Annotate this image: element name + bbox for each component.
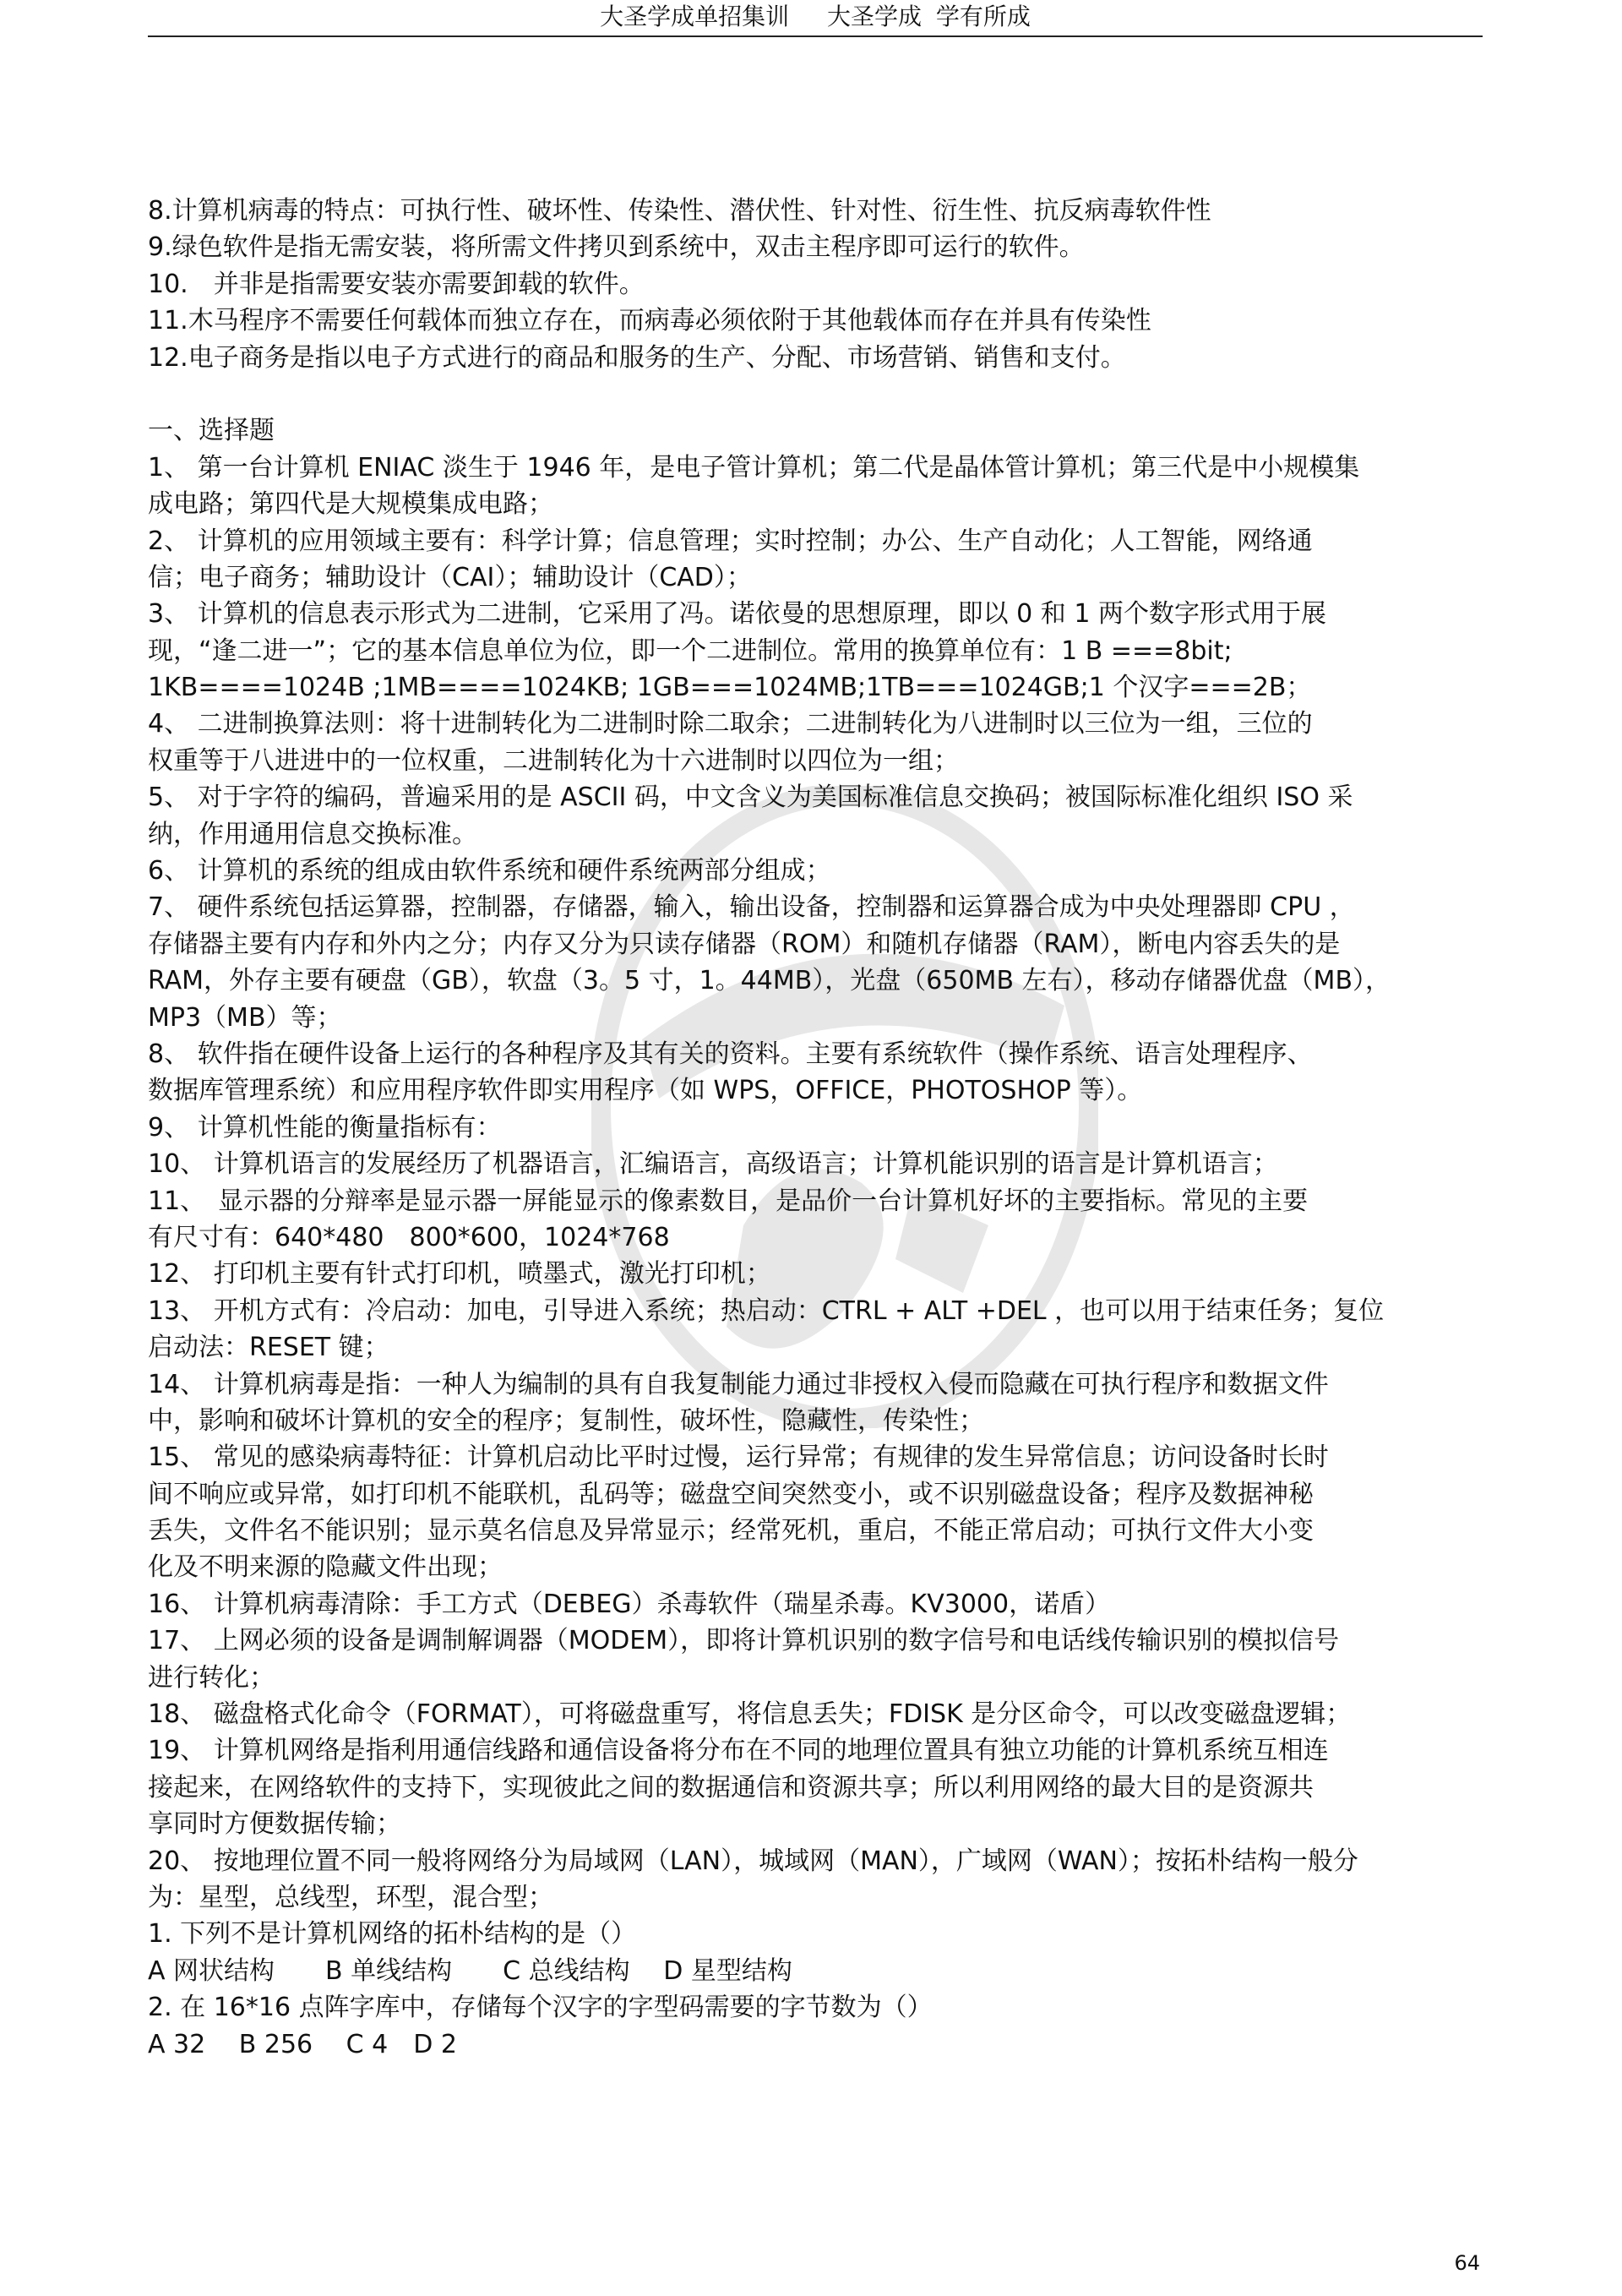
text-line: 接起来，在网络软件的支持下，实现彼此之间的数据通信和资源共享；所以利用网络的最大目的是资源共 [148,1772,1314,1802]
text-line: 8.计算机病毒的特点：可执行性、破坏性、传染性、潜伏性、针对性、衍生性、抗反病毒软件性 [148,196,1211,226]
text-line: A 32 B 256 C 4 D 2 [148,2029,457,2059]
text-line: 18、 磁盘格式化命令（FORMAT），可将磁盘重写，将信息丢失；FDISK 是分区命令，可以改变磁盘逻辑； [148,1699,1352,1730]
section-gap [148,376,1483,412]
text-line: 19、 计算机网络是指利用通信线路和通信设备将分布在不同的地理位置具有独立功能的计算机系统互相连 [148,1736,1329,1766]
text-line: 存储器主要有内存和外内之分；内存又分为只读存储器（ROM）和随机存储器（RAM），断电内容丢失的是 [148,929,1341,959]
text-line: 有尺寸有：640*480 800*600，1024*768 [148,1222,670,1252]
page-header [148,0,1483,37]
text-line: RAM，外存主要有硬盘（GB），软盘（3。5 寸，1。44MB），光盘（650MB 左右），移动存储器优盘（MB）， [148,966,1391,996]
text-line: 进行转化； [148,1662,275,1693]
text-line: 11、 显示器的分辩率是显示器一屏能显示的像素数目，是品价一台计算机好坏的主要指标。常见的主要 [148,1186,1309,1216]
text-line: 11.木马程序不需要任何载体而独立存在，而病毒必须依附于其他载体而存在并具有传染性 [148,306,1151,336]
text-line: 12.电子商务是指以电子方式进行的商品和服务的生产、分配、市场营销、销售和支付。 [148,342,1126,373]
text-line: 信；电子商务；辅助设计（CAI）；辅助设计（CAD）； [148,562,752,592]
text-line: 20、 按地理位置不同一般将网络分为局域网（LAN），城域网（MAN），广域网（WAN）；按拓朴结构一般分 [148,1846,1358,1876]
text-line: A 网状结构 B 单线结构 C 总线结构 D 星型结构 [148,1955,792,1986]
header-title: 大圣学成单招集训 大圣学成 学有所成 [600,3,1031,30]
text-line: 17、 上网必须的设备是调制解调器（MODEM），即将计算机识别的数字信号和电话线传输识别的模拟信号 [148,1626,1340,1656]
text-line: 丢失，文件名不能识别；显示莫名信息及异常显示；经常死机，重启，不能正常启动；可执行文件大小变 [148,1516,1314,1546]
text-line: 1KB====1024B ;1MB====1024KB; 1GB===1024MB;1TB===1024GB;1 个汉字===2B； [148,673,1312,703]
text-line: 5、 对于字符的编码，普遍采用的是 ASCII 码，中文含义为美国标准信息交换码；被国际标准化组织 ISO 采 [148,783,1353,813]
text-line: 9、 计算机性能的衡量指标有： [148,1112,502,1143]
text-line: 1、 第一台计算机 ENIAC 淡生于 1946 年，是电子管计算机；第二代是晶体管计算机；第三代是中小规模集 [148,452,1360,483]
text-line: 12、 打印机主要有针式打印机，喷墨式，激光打印机； [148,1259,771,1290]
text-line: 15、 常见的感染病毒特征：计算机启动比平时过慢，运行异常；有规律的发生异常信息；访问设备时长时 [148,1442,1329,1473]
text-line: 8、 软件指在硬件设备上运行的各种程序及其有关的资料。主要有系统软件（操作系统、语言处理程序、 [148,1039,1313,1069]
text-line: 成电路；第四代是大规模集成电路； [148,489,553,520]
question-section [148,450,1483,2063]
text-line: 4、 二进制换算法则：将十进制转化为二进制时除二取余；二进制转化为八进制时以三位为一组，三位的 [148,709,1313,739]
text-line: 6、 计算机的系统的组成由软件系统和硬件系统两部分组成； [148,856,831,886]
intro-section [148,193,1483,376]
text-line: 化及不明来源的隐藏文件出现； [148,1552,503,1583]
text-line: 权重等于八进进中的一位权重，二进制转化为十六进制时以四位为一组； [148,745,959,776]
text-line: 10、 计算机语言的发展经历了机器语言，汇编语言，高级语言；计算机能识别的语言是计算机语言； [148,1149,1278,1180]
text-line: 中，影响和破坏计算机的安全的程序；复制性，破坏性，隐藏性，传染性； [148,1405,984,1436]
text-line: 16、 计算机病毒清除：手工方式（DEBEG）杀毒软件（瑞星杀毒。KV3000，诺盾） [148,1589,1111,1619]
text-line: 2、 计算机的应用领域主要有：科学计算；信息管理；实时控制；办公、生产自动化；人工智能，网络通 [148,526,1313,556]
text-line: 13、 开机方式有：冷启动：加电，引导进入系统；热启动：CTRL + ALT +DEL ，也可以用于结束任务；复位 [148,1295,1385,1326]
text-line: 间不响应或异常，如打印机不能联机，乱码等；磁盘空间突然变小，或不识别磁盘设备；程序及数据神秘 [148,1479,1314,1509]
text-line: MP3（MB）等； [148,1002,342,1033]
text-line: 14、 计算机病毒是指：一种人为编制的具有自我复制能力通过非授权入侵而隐藏在可执行程序和数据文件 [148,1369,1329,1399]
text-line: 启动法：RESET 键； [148,1333,389,1363]
text-line: 10. 并非是指需要安装亦需要卸载的软件。 [148,269,645,299]
page-number: 64 [1454,2251,1480,2275]
text-line: 数据库管理系统）和应用程序软件即实用程序（如 WPS，OFFICE，PHOTOSHOP 等）。 [148,1076,1143,1106]
text-line: 享同时方便数据传输； [148,1809,401,1840]
text-line: 为：星型，总线型，环型，混合型； [148,1882,553,1912]
text-line: 纳，作用通用信息交换标准。 [148,819,477,849]
text-line: 3、 计算机的信息表示形式为二进制，它采用了冯。诺依曼的思想原理，即以 0 和 1 两个数字形式用于展 [148,599,1326,630]
text-line: 9.绿色软件是指无需安装，将所需文件拷贝到系统中，双击主程序即可运行的软件。 [148,232,1085,263]
document-body [148,193,1483,2063]
section-title: 一、选择题 [148,416,275,446]
text-line: 现，“逢二进一”；它的基本信息单位为位，即一个二进制位。常用的换算单位有：1 B ===8bit; [148,635,1233,666]
text-line: 7、 硬件系统包括运算器，控制器，存储器，输入，输出设备，控制器和运算器合成为中央处理器即 CPU ， [148,892,1355,923]
text-line: 1. 下列不是计算机网络的拓朴结构的是（） [148,1919,637,1950]
text-line: 2. 在 16*16 点阵字库中，存储每个汉字的字型码需要的字节数为（） [148,1993,933,2023]
